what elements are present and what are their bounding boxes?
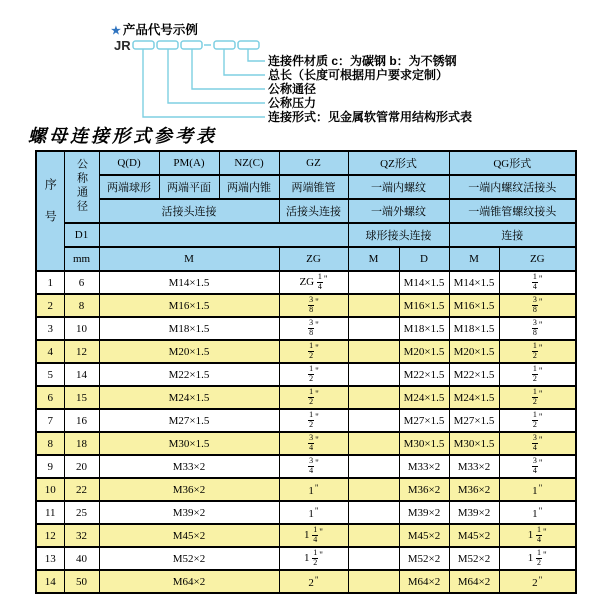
cell-qz-d: M64×2 [399, 570, 449, 593]
code-box-1 [133, 41, 154, 49]
cell-thread-m: M27×1.5 [99, 409, 279, 432]
cell-nominal-diameter-mm: 32 [64, 524, 99, 547]
cell-gz-zg: $\frac{1}{2}$ " [279, 386, 348, 409]
table-row [36, 432, 576, 455]
cell-nominal-diameter-mm: 16 [64, 409, 99, 432]
cell-qz-d: M22×1.5 [399, 363, 449, 386]
table-title: 螺母连接形式参考表 [28, 126, 217, 147]
cell-qz-m [348, 432, 399, 455]
header-seq-text: 序号 [43, 177, 58, 242]
cell-row-number: 11 [36, 501, 64, 524]
header-pma: PM(A) [159, 151, 219, 175]
cell-qz-d: M39×2 [399, 501, 449, 524]
cell-qz-m [348, 501, 399, 524]
cell-qz-d: M20×1.5 [399, 340, 449, 363]
header-qg-form: QG形式 [449, 151, 576, 175]
cell-row-number: 10 [36, 478, 64, 501]
cell-qg-m: M52×2 [449, 547, 499, 570]
cell-nominal-diameter-mm: 12 [64, 340, 99, 363]
cell-qg-zg: 1 $\frac{1}{2}$ " [499, 547, 576, 570]
cell-gz-zg: $\frac{3}{8}$ " [279, 294, 348, 317]
cell-nominal-diameter-mm: 10 [64, 317, 99, 340]
cell-qg-zg: $\frac{1}{2}$ " [499, 363, 576, 386]
cell-qg-zg: 1 $\frac{1}{4}$ " [499, 524, 576, 547]
cell-qg-m: M16×1.5 [449, 294, 499, 317]
header-nzc: NZ(C) [219, 151, 279, 175]
cell-qz-m [348, 524, 399, 547]
cell-row-number: 9 [36, 455, 64, 478]
cell-gz-zg: $\frac{1}{2}$ " [279, 340, 348, 363]
cell-row-number: 2 [36, 294, 64, 317]
code-box-4 [214, 41, 235, 49]
cell-gz-zg: 1" [279, 478, 348, 501]
cell-qg-m: M14×1.5 [449, 271, 499, 294]
cell-qg-m: M45×2 [449, 524, 499, 547]
cell-qz-m [348, 409, 399, 432]
table-row [36, 409, 576, 432]
cell-qz-m [348, 478, 399, 501]
table-row [36, 455, 576, 478]
cell-gz-zg: $\frac{3}{4}$ " [279, 455, 348, 478]
table-body [36, 271, 576, 593]
header-empty [99, 223, 348, 247]
cell-qg-zg: $\frac{3}{8}$ " [499, 294, 576, 317]
header-d: D [399, 247, 449, 271]
cell-nominal-diameter-mm: 18 [64, 432, 99, 455]
cell-nominal-diameter-mm: 40 [64, 547, 99, 570]
cell-qg-m: M30×1.5 [449, 432, 499, 455]
header-nzc-desc: 两端内锥 [219, 175, 279, 199]
table-row [36, 386, 576, 409]
cell-qz-m [348, 294, 399, 317]
cell-thread-m: M18×1.5 [99, 317, 279, 340]
cell-qg-zg: $\frac{3}{4}$ " [499, 432, 576, 455]
header-zg2: ZG [499, 247, 576, 271]
label-nominal-diameter: 公称通径 [268, 82, 317, 96]
cell-thread-m: M64×2 [99, 570, 279, 593]
cell-qg-zg: 1" [499, 501, 576, 524]
cell-qz-d: M27×1.5 [399, 409, 449, 432]
cell-qg-m: M22×1.5 [449, 363, 499, 386]
header-qz-desc: 一端内螺纹 [348, 175, 449, 199]
table-row [36, 478, 576, 501]
cell-qz-d: M14×1.5 [399, 271, 449, 294]
cell-qg-m: M24×1.5 [449, 386, 499, 409]
cell-thread-m: M33×2 [99, 455, 279, 478]
cell-row-number: 8 [36, 432, 64, 455]
cell-thread-m: M20×1.5 [99, 340, 279, 363]
cell-qz-d: M36×2 [399, 478, 449, 501]
table-row [36, 570, 576, 593]
header-seq [36, 151, 64, 271]
connector-line-diameter [192, 49, 265, 89]
label-material: 连接件材质 c：为碳钢 b：为不锈钢 [268, 54, 457, 68]
table-row [36, 363, 576, 386]
cell-qg-m: M64×2 [449, 570, 499, 593]
cell-nominal-diameter-mm: 25 [64, 501, 99, 524]
cell-qz-m [348, 570, 399, 593]
cell-qg-zg: $\frac{1}{4}$ " [499, 271, 576, 294]
cell-qz-d: M52×2 [399, 547, 449, 570]
star-icon: ★ [111, 25, 121, 37]
cell-row-number: 1 [36, 271, 64, 294]
header-zg1: ZG [279, 247, 348, 271]
cell-qz-d: M33×2 [399, 455, 449, 478]
header-nominal-diameter-text: 公称通径 [75, 157, 88, 214]
code-prefix: JR [114, 38, 131, 53]
header-nominal-diameter [64, 151, 99, 223]
cell-thread-m: M24×1.5 [99, 386, 279, 409]
cell-gz-zg: 1" [279, 501, 348, 524]
cell-qz-m [348, 340, 399, 363]
nut-connection-table [35, 150, 577, 594]
cell-row-number: 7 [36, 409, 64, 432]
cell-row-number: 3 [36, 317, 64, 340]
header-m1: M [99, 247, 279, 271]
label-nominal-pressure: 公称压力 [268, 96, 317, 110]
cell-thread-m: M52×2 [99, 547, 279, 570]
cell-row-number: 4 [36, 340, 64, 363]
cell-gz-zg: 1 $\frac{1}{4}$ " [279, 524, 348, 547]
header-qz-external-thread: 一端外螺纹 [348, 199, 449, 223]
connector-line-material [248, 49, 265, 61]
cell-gz-zg: 1 $\frac{1}{2}$ " [279, 547, 348, 570]
cell-row-number: 6 [36, 386, 64, 409]
label-connection-form: 连接形式：见金属软管常用结构形式表 [268, 110, 473, 124]
cell-gz-zg: 2" [279, 570, 348, 593]
connector-line-length [224, 49, 265, 75]
cell-gz-zg: $\frac{3}{4}$ " [279, 432, 348, 455]
header-union-connection: 活接头连接 [99, 199, 279, 223]
header-qd-desc: 两端球形 [99, 175, 159, 199]
code-box-3 [181, 41, 202, 49]
header-qg-desc: 一端内螺纹活接头 [449, 175, 576, 199]
cell-nominal-diameter-mm: 6 [64, 271, 99, 294]
cell-qz-d: M45×2 [399, 524, 449, 547]
cell-thread-m: M39×2 [99, 501, 279, 524]
cell-qg-m: M20×1.5 [449, 340, 499, 363]
header-m3: M [449, 247, 499, 271]
cell-qg-zg: $\frac{1}{2}$ " [499, 340, 576, 363]
cell-qz-m [348, 386, 399, 409]
cell-qz-m [348, 363, 399, 386]
cell-thread-m: M30×1.5 [99, 432, 279, 455]
cell-qz-m [348, 455, 399, 478]
table-row [36, 271, 576, 294]
cell-qg-m: M18×1.5 [449, 317, 499, 340]
table-row [36, 524, 576, 547]
product-code-title-text: 产品代号示例 [122, 23, 198, 37]
header-qz-form: QZ形式 [348, 151, 449, 175]
table-row [36, 317, 576, 340]
cell-row-number: 13 [36, 547, 64, 570]
cell-row-number: 12 [36, 524, 64, 547]
cell-thread-m: M22×1.5 [99, 363, 279, 386]
cell-qz-d: M16×1.5 [399, 294, 449, 317]
cell-qg-zg: $\frac{3}{4}$ " [499, 455, 576, 478]
cell-qg-zg: $\frac{1}{2}$ " [499, 409, 576, 432]
cell-qg-zg: $\frac{3}{8}$ " [499, 317, 576, 340]
cell-qg-zg: 1" [499, 478, 576, 501]
cell-qg-m: M33×2 [449, 455, 499, 478]
cell-gz-zg: ZG $\frac{1}{4}$ " [279, 271, 348, 294]
cell-qz-d: M18×1.5 [399, 317, 449, 340]
header-gz: GZ [279, 151, 348, 175]
connector-line-pressure [168, 49, 265, 103]
cell-nominal-diameter-mm: 14 [64, 363, 99, 386]
cell-row-number: 14 [36, 570, 64, 593]
cell-nominal-diameter-mm: 20 [64, 455, 99, 478]
cell-qz-d: M24×1.5 [399, 386, 449, 409]
cell-qg-zg: $\frac{1}{2}$ " [499, 386, 576, 409]
cell-qg-m: M36×2 [449, 478, 499, 501]
table-row [36, 294, 576, 317]
cell-qg-m: M39×2 [449, 501, 499, 524]
table-row [36, 340, 576, 363]
cell-qg-zg: 2" [499, 570, 576, 593]
cell-nominal-diameter-mm: 15 [64, 386, 99, 409]
cell-qz-m [348, 317, 399, 340]
table-header [36, 151, 576, 271]
cell-row-number: 5 [36, 363, 64, 386]
cell-qz-m [348, 547, 399, 570]
cell-nominal-diameter-mm: 50 [64, 570, 99, 593]
cell-qz-m [348, 271, 399, 294]
table-row [36, 547, 576, 570]
connector-line-connection [143, 49, 265, 117]
header-ball-joint-connection: 球形接头连接 [348, 223, 449, 247]
cell-nominal-diameter-mm: 8 [64, 294, 99, 317]
cell-thread-m: M14×1.5 [99, 271, 279, 294]
cell-qg-m: M27×1.5 [449, 409, 499, 432]
cell-nominal-diameter-mm: 22 [64, 478, 99, 501]
header-gz-desc: 两端锥管 [279, 175, 348, 199]
header-mm: mm [64, 247, 99, 271]
cell-qz-d: M30×1.5 [399, 432, 449, 455]
header-d1: D1 [64, 223, 99, 247]
cell-thread-m: M36×2 [99, 478, 279, 501]
cell-gz-zg: $\frac{1}{2}$ " [279, 409, 348, 432]
header-qg-taper-thread: 一端锥管螺纹接头 [449, 199, 576, 223]
header-pma-desc: 两端平面 [159, 175, 219, 199]
cell-thread-m: M45×2 [99, 524, 279, 547]
label-total-length: 总长（长度可根据用户要求定制） [268, 68, 449, 82]
cell-thread-m: M16×1.5 [99, 294, 279, 317]
header-connection: 连接 [449, 223, 576, 247]
code-box-2 [157, 41, 178, 49]
table-row [36, 501, 576, 524]
cell-gz-zg: $\frac{1}{2}$ " [279, 363, 348, 386]
header-m2: M [348, 247, 399, 271]
header-qd: Q(D) [99, 151, 159, 175]
cell-gz-zg: $\frac{3}{8}$ " [279, 317, 348, 340]
header-gz-union: 活接头连接 [279, 199, 348, 223]
code-box-5 [238, 41, 259, 49]
